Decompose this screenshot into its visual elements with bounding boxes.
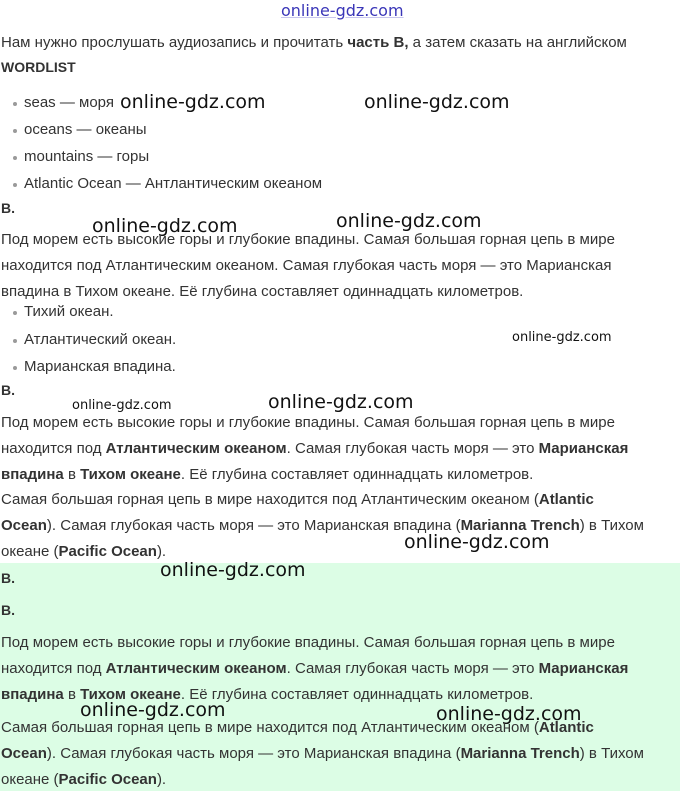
answer-item: Марианская впадина. <box>24 358 176 375</box>
bold-passage-line: Под морем есть высокие горы и глубокие впадины. Самая большая горная цепь в мире <box>1 634 615 651</box>
intro-plain: Нам нужно прослушать аудиозапись и прочитать <box>1 34 348 51</box>
bullet-icon <box>13 129 17 133</box>
watermark-text: online-gdz.com <box>92 215 238 237</box>
watermark-text: online-gdz.com <box>268 391 414 413</box>
bold-passage-line: Под морем есть высокие горы и глубокие впадины. Самая большая горная цепь в мире <box>1 414 615 431</box>
bold-passage-line <box>1 436 628 462</box>
bullet-icon <box>13 311 17 315</box>
plain-text: . Самая глубокая часть моря — это <box>286 660 539 677</box>
watermark-text: online-gdz.com <box>80 699 226 721</box>
wordlist-item: Atlantic Ocean — Антлантическим океаном <box>24 175 323 192</box>
plain-text: в <box>63 686 81 703</box>
watermark-text: online-gdz.com <box>336 210 482 232</box>
intro-text <box>1 30 627 56</box>
english-passage-line <box>1 741 644 767</box>
watermark-text: online-gdz.com <box>436 703 582 725</box>
bold-text: Atlantic <box>538 491 594 508</box>
bold-text: Атлантическим океаном <box>105 440 287 457</box>
bullet-icon <box>13 156 17 160</box>
plain-text: находится под <box>1 440 106 457</box>
plain-text: . Её глубина составляет одиннадцать километров. <box>180 686 534 703</box>
plain-text: находится под <box>1 660 106 677</box>
passage-line: находится под Атлантическим океаном. Самая глубокая часть моря — это Марианская <box>1 257 612 274</box>
passage-line: Под морем есть высокие горы и глубокие впадины. Самая большая горная цепь в мире <box>1 231 615 248</box>
wordlist-item: seas — моря <box>24 94 114 111</box>
bold-text: Тихом океане <box>80 686 181 703</box>
bullet-icon <box>13 183 17 187</box>
bold-text: Тихом океане <box>80 466 181 483</box>
plain-text: ). <box>156 543 167 560</box>
english-passage-line <box>1 539 166 565</box>
english-passage-line <box>1 487 594 513</box>
plain-text: Самая большая горная цепь в мире находится под Атлантическим океаном ( <box>1 491 539 508</box>
plain-text: океане ( <box>1 543 59 560</box>
plain-text: океане ( <box>1 771 59 788</box>
bold-passage-line <box>1 656 628 682</box>
answer-item: Атлантический океан. <box>24 331 177 348</box>
bold-text: Marianna Trench <box>460 745 580 762</box>
bold-text: Pacific Ocean <box>58 543 157 560</box>
plain-text: ). Самая глубокая часть моря — это Марианская впадина ( <box>46 745 461 762</box>
plain-text: ). Самая глубокая часть моря — это Марианская впадина ( <box>46 517 461 534</box>
section-label: B. <box>1 382 15 398</box>
bold-text: Марианская <box>538 660 629 677</box>
bold-passage-line <box>1 462 533 488</box>
bold-text: Atlantic <box>538 719 594 736</box>
wordlist-title: WORDLIST <box>1 59 76 75</box>
wordlist-item: mountains — горы <box>24 148 150 165</box>
plain-text: ). <box>156 771 167 788</box>
watermark-text: online-gdz.com <box>160 559 306 581</box>
intro-rest: а затем сказать на английском <box>408 34 627 51</box>
bold-text: Marianna Trench <box>460 517 580 534</box>
section-label: B. <box>1 200 15 216</box>
bold-text: впадина <box>1 466 64 483</box>
bold-text: Атлантическим океаном <box>105 660 287 677</box>
plain-text: ) в Тихом <box>579 517 644 534</box>
watermark-text: online-gdz.com <box>512 330 612 345</box>
plain-text: Самая большая горная цепь в мире находится под Атлантическим океаном ( <box>1 719 539 736</box>
watermark-text: online-gdz.com <box>404 531 550 553</box>
section-label: B. <box>1 602 15 618</box>
plain-text: ) в Тихом <box>579 745 644 762</box>
bold-text: Марианская <box>538 440 629 457</box>
plain-text: . Самая глубокая часть моря — это <box>286 440 539 457</box>
watermark-text: online-gdz.com <box>364 91 510 113</box>
bullet-icon <box>13 339 17 343</box>
wordlist-item: oceans — океаны <box>24 121 147 138</box>
english-passage-line <box>1 767 166 793</box>
passage-line: впадина в Тихом океане. Её глубина составляет одиннадцать километров. <box>1 283 524 300</box>
top-watermark-link[interactable]: online-gdz.com <box>281 1 404 20</box>
answer-item: Тихий океан. <box>24 303 114 320</box>
plain-text: . Её глубина составляет одиннадцать километров. <box>180 466 534 483</box>
bold-text: Pacific Ocean <box>58 771 157 788</box>
bold-text: Ocean <box>1 745 47 762</box>
bullet-icon <box>13 366 17 370</box>
bold-text: Ocean <box>1 517 47 534</box>
watermark-text: online-gdz.com <box>120 91 266 113</box>
section-label: B. <box>1 570 15 586</box>
watermark-text: online-gdz.com <box>72 398 172 413</box>
intro-bold: часть B, <box>347 34 409 51</box>
bullet-icon <box>13 102 17 106</box>
plain-text: в <box>63 466 81 483</box>
bold-text: впадина <box>1 686 64 703</box>
